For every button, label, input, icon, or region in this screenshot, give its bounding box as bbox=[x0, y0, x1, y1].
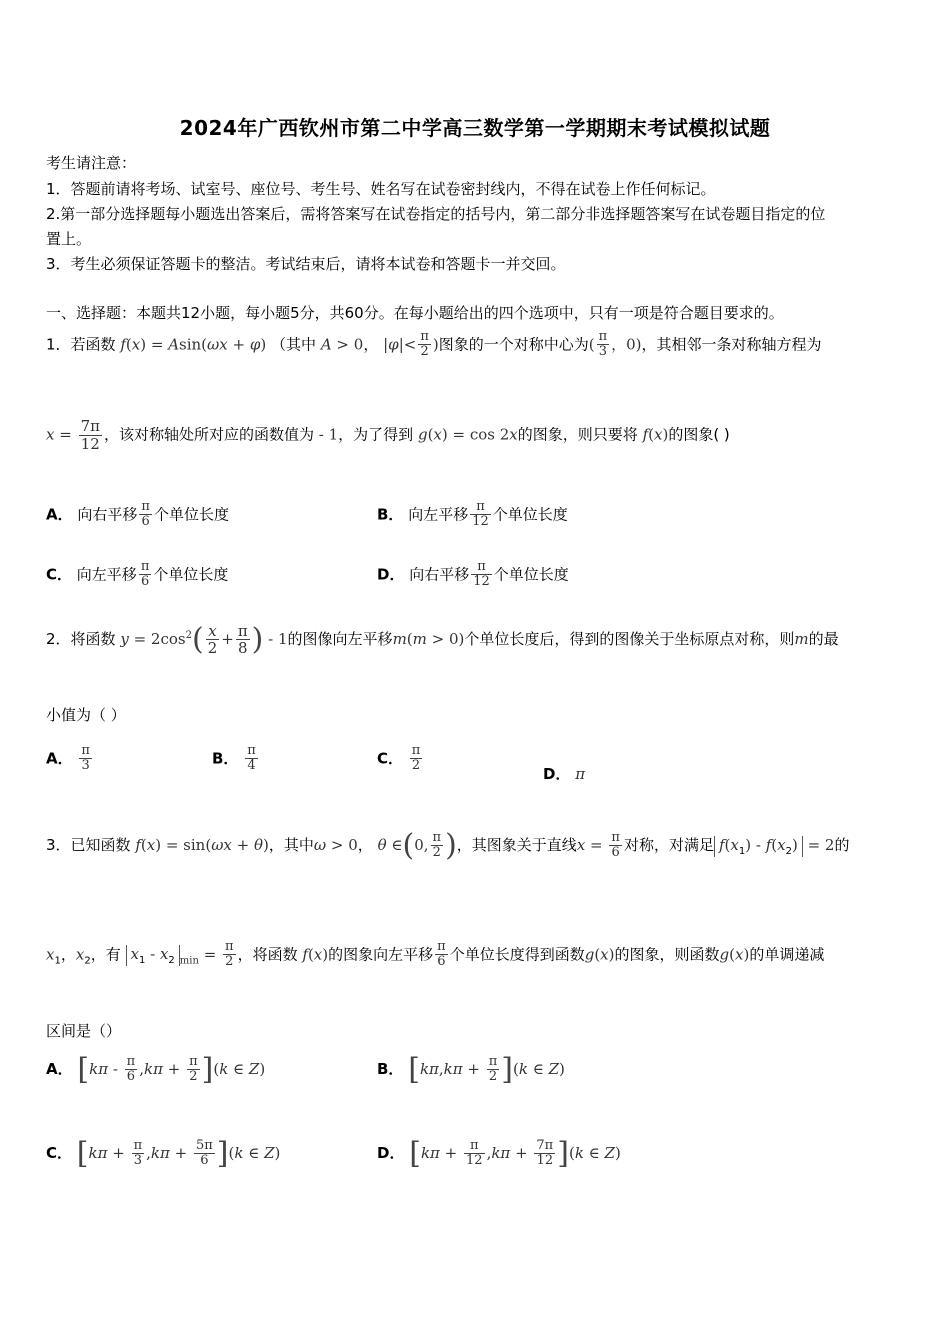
question-3-line-2: $x_1$，$x_2$，有 $x_1 - x_2$ $_{min}$ = $\frac{\pi}{2}$ ，将函数 f(x)的图象向左平移 $\frac{\pi}{6}$ 个单位长度得到函数g(x)的图象，则函数g(x)的单调递减 bbox=[46, 939, 825, 970]
option-c[interactable]: C． $\frac{\pi}{2}$ bbox=[377, 743, 421, 774]
notice-item: 3．考生必须保证答题卡的整洁。考试结束后，请将本试卷和答题卡一并交回。 bbox=[46, 255, 566, 273]
question-2-line-2: 小值为（ ） bbox=[46, 706, 126, 724]
option-b[interactable]: B． [kπ,kπ + $\frac{\pi}{2}$ ](k ∈ Z) bbox=[377, 1052, 565, 1087]
question-1-line-2: x = $\frac{7\pi}{12}$ ，该对称轴处所对应的函数值为 - 1，为了得到 g(x) = cos 2x的图象，则只要将 f(x)的图象( ) bbox=[46, 417, 730, 453]
notice-item: 2.第一部分选择题每小题选出答案后，需将答案写在试卷指定的括号内，第二部分非选择题答案写在试卷题目指定的位 bbox=[46, 205, 826, 223]
question-3-line-1: 3．已知函数 f(x) = sin(ωx + θ)，其中ω > 0， θ ∈(0, $\frac{\pi}{2}$ )，其图象关于直线x = $\frac{\pi}{6}$ 对称，对满足 $f(x_1) - f(x_2) = 2$的 bbox=[46, 828, 850, 863]
option-a[interactable]: A． [kπ - $\frac{\pi}{6}$ ,kπ + $\frac{\pi}{2}$ ](k ∈ Z) bbox=[46, 1052, 266, 1087]
section-heading: 一、选择题：本题共12小题，每小题5分，共60分。在每小题给出的四个选项中，只有一项是符合题目要求的。 bbox=[46, 304, 784, 322]
notice-item: 置上。 bbox=[46, 230, 92, 248]
option-d[interactable]: D． 向右平移 $\frac{\pi}{12}$ 个单位长度 bbox=[377, 559, 569, 590]
option-b[interactable]: B． 向左平移 $\frac{\pi}{12}$ 个单位长度 bbox=[377, 499, 568, 530]
option-c[interactable]: C． 向左平移 $\frac{\pi}{6}$ 个单位长度 bbox=[46, 559, 229, 590]
option-c[interactable]: C． [kπ + $\frac{\pi}{3}$ ,kπ + $\frac{5\pi}{6}$ ](k ∈ Z) bbox=[46, 1136, 281, 1171]
option-d[interactable]: D． [kπ + $\frac{\pi}{12}$ ,kπ + $\frac{7\pi}{12}$ ](k ∈ Z) bbox=[377, 1136, 621, 1171]
option-a[interactable]: A． $\frac{\pi}{3}$ bbox=[46, 743, 90, 774]
question-1-line-1: 1．若函数 f(x) = Asin(ωx + φ) （其中 A > 0， |φ|< $\frac{\pi}{2}$ )图象的一个对称中心为( $\frac{\pi}{3}$ ，0)，其相邻一条对称轴方程为 bbox=[46, 329, 822, 360]
page-title: 2024年广西钦州市第二中学高三数学第一学期期末考试模拟试题 bbox=[179, 116, 771, 140]
question-3-line-3: 区间是（） bbox=[46, 1022, 122, 1040]
notice-heading: 考生请注意： bbox=[46, 154, 137, 172]
question-2-line-1: 2．将函数 $y = 2\cos^2$( $\frac{x}{2}$ + $\frac{\pi}{8}$ ) - 1的图像向左平移m(m > 0)个单位长度后，得到的图像关于坐标原点对称，则m的最 bbox=[46, 621, 839, 657]
option-d[interactable]: D． π bbox=[543, 765, 586, 783]
option-b[interactable]: B． $\frac{\pi}{4}$ bbox=[212, 743, 256, 774]
notice-item: 1．答题前请将考场、试室号、座位号、考生号、姓名写在试卷密封线内，不得在试卷上作任何标记。 bbox=[46, 180, 716, 198]
option-a[interactable]: A． 向右平移 $\frac{\pi}{6}$ 个单位长度 bbox=[46, 499, 229, 530]
